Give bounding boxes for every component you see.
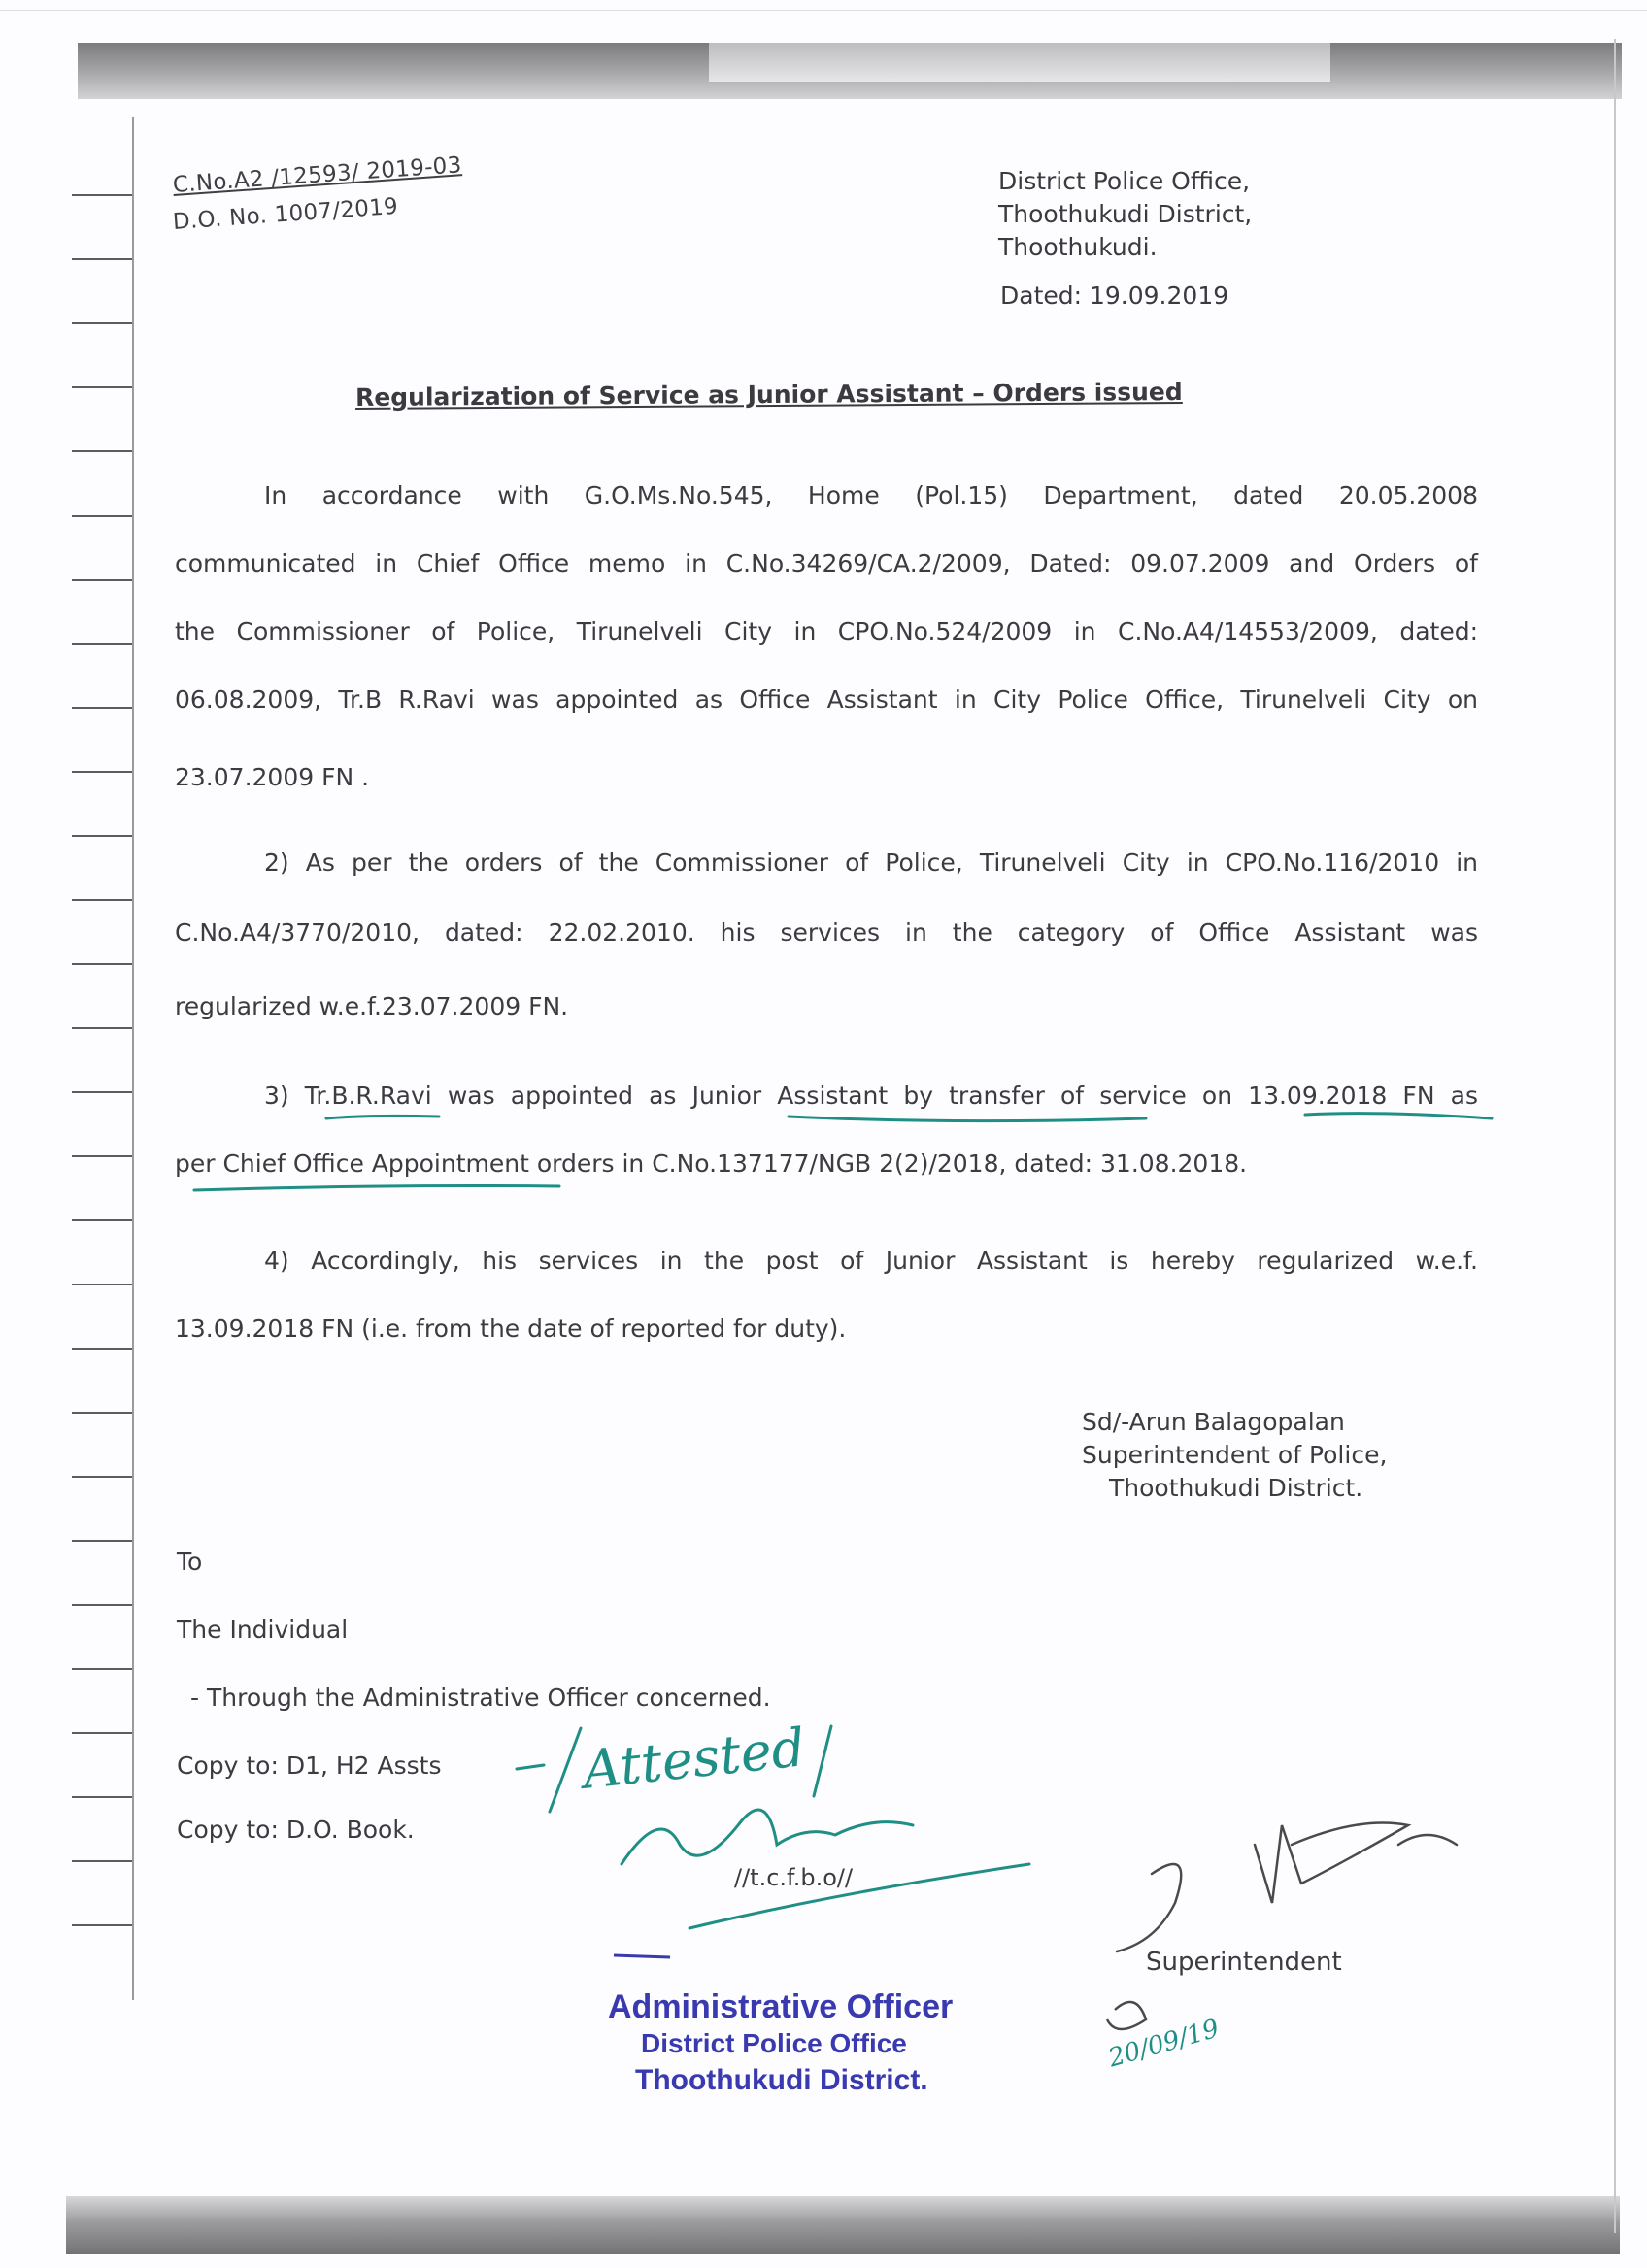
signature-stroke bbox=[1117, 1864, 1181, 1951]
signature-stroke bbox=[1398, 1835, 1457, 1845]
office-address-line: Thoothukudi. bbox=[998, 233, 1158, 261]
copy-to-do-book: Copy to: D.O. Book. bbox=[177, 1816, 415, 1844]
signatory-name: Sd/-Arun Balagopalan bbox=[1082, 1408, 1345, 1436]
paragraph-line: 3) Tr.B.R.Ravi was appointed as Junior Assistant by transfer of service on 13.09.2018 FN as bbox=[264, 1082, 1478, 1110]
ink-underlines bbox=[194, 1114, 1492, 1190]
office-address-line: Thoothukudi District, bbox=[998, 200, 1253, 228]
paragraph-line: the Commissioner of Police, Tirunelveli City in CPO.No.524/2009 in C.No.A4/14553/2009, dated: bbox=[175, 617, 1478, 646]
paragraph-line: In accordance with G.O.Ms.No.545, Home (Pol.15) Department, dated 20.05.2008 bbox=[264, 482, 1478, 510]
subject-heading: Regularization of Service as Junior Assistant – Orders issued bbox=[354, 378, 1183, 412]
underline-date bbox=[1305, 1114, 1492, 1118]
signatory-designation: Superintendent of Police, bbox=[1082, 1441, 1388, 1469]
reference-number: C.No.A2 /12593/ 2019-03 bbox=[172, 152, 463, 198]
paragraph-line: 2) As per the orders of the Commissioner of Police, Tirunelveli City in CPO.No.116/2010 in bbox=[264, 849, 1478, 877]
underline-name bbox=[326, 1116, 439, 1118]
paragraph-line: per Chief Office Appointment orders in C.No.137177/NGB 2(2)/2018, dated: 31.08.2018. bbox=[175, 1150, 1248, 1178]
do-number: D.O. No. 1007/2019 bbox=[172, 193, 399, 235]
attested-dash bbox=[517, 1765, 544, 1769]
underline-junior-assistant bbox=[789, 1117, 1146, 1121]
stamp-dash bbox=[614, 1955, 670, 1957]
stamp-line: District Police Office bbox=[641, 2028, 907, 2058]
paragraph-line: communicated in Chief Office memo in C.No.34269/CA.2/2009, Dated: 09.07.2009 and Orders of bbox=[175, 550, 1478, 578]
signature-stroke bbox=[1292, 1823, 1408, 1884]
attested-slash-right bbox=[814, 1726, 831, 1796]
true-copy-mark: //t.c.f.b.o// bbox=[734, 1864, 854, 1891]
superintendent-signature bbox=[1117, 1823, 1457, 1952]
office-address-line: District Police Office, bbox=[998, 167, 1251, 195]
initial-mark bbox=[1107, 2002, 1146, 2029]
initial-stroke bbox=[1107, 2002, 1146, 2029]
stamp-line: Thoothukudi District. bbox=[635, 2064, 928, 2096]
stamp-dashes bbox=[614, 1955, 670, 1957]
paragraph-line: regularized w.e.f.23.07.2009 FN. bbox=[175, 992, 569, 1020]
paragraph-line: 06.08.2009, Tr.B R.Ravi was appointed as Office Assistant in City Police Office, Tirunelveli City on bbox=[175, 685, 1478, 714]
stamp-line: Administrative Officer bbox=[608, 1988, 954, 2025]
paragraph-line: C.No.A4/3770/2010, dated: 22.02.2010. his services in the category of Office Assistant was bbox=[175, 918, 1478, 947]
recipient: The Individual bbox=[177, 1616, 349, 1644]
signature-scrawl bbox=[622, 1810, 913, 1864]
signature-flourish bbox=[689, 1864, 1029, 1928]
paragraph-line: 23.07.2009 FN . bbox=[175, 763, 370, 791]
underline-appointment bbox=[194, 1186, 559, 1191]
initial-date-mark: 20/09/19 bbox=[1105, 2014, 1223, 2074]
order-date: Dated: 19.09.2019 bbox=[1000, 282, 1229, 310]
signatory-district: Thoothukudi District. bbox=[1109, 1474, 1363, 1502]
paragraph-line: 13.09.2018 FN (i.e. from the date of reported for duty). bbox=[175, 1315, 847, 1343]
attested-signature-strokes bbox=[517, 1726, 1029, 1928]
superintendent-label: Superintendent bbox=[1146, 1948, 1342, 1977]
through-line: - Through the Administrative Officer concerned. bbox=[190, 1684, 771, 1712]
paragraph-line: 4) Accordingly, his services in the post of Junior Assistant is hereby regularized w.e.f. bbox=[264, 1247, 1478, 1275]
attested-slash-left bbox=[550, 1728, 581, 1812]
to-label: To bbox=[177, 1548, 203, 1576]
copy-to-assts: Copy to: D1, H2 Assts bbox=[177, 1751, 442, 1780]
signature-stroke bbox=[1255, 1825, 1301, 1903]
attested-handwriting: Attested bbox=[580, 1717, 809, 1801]
